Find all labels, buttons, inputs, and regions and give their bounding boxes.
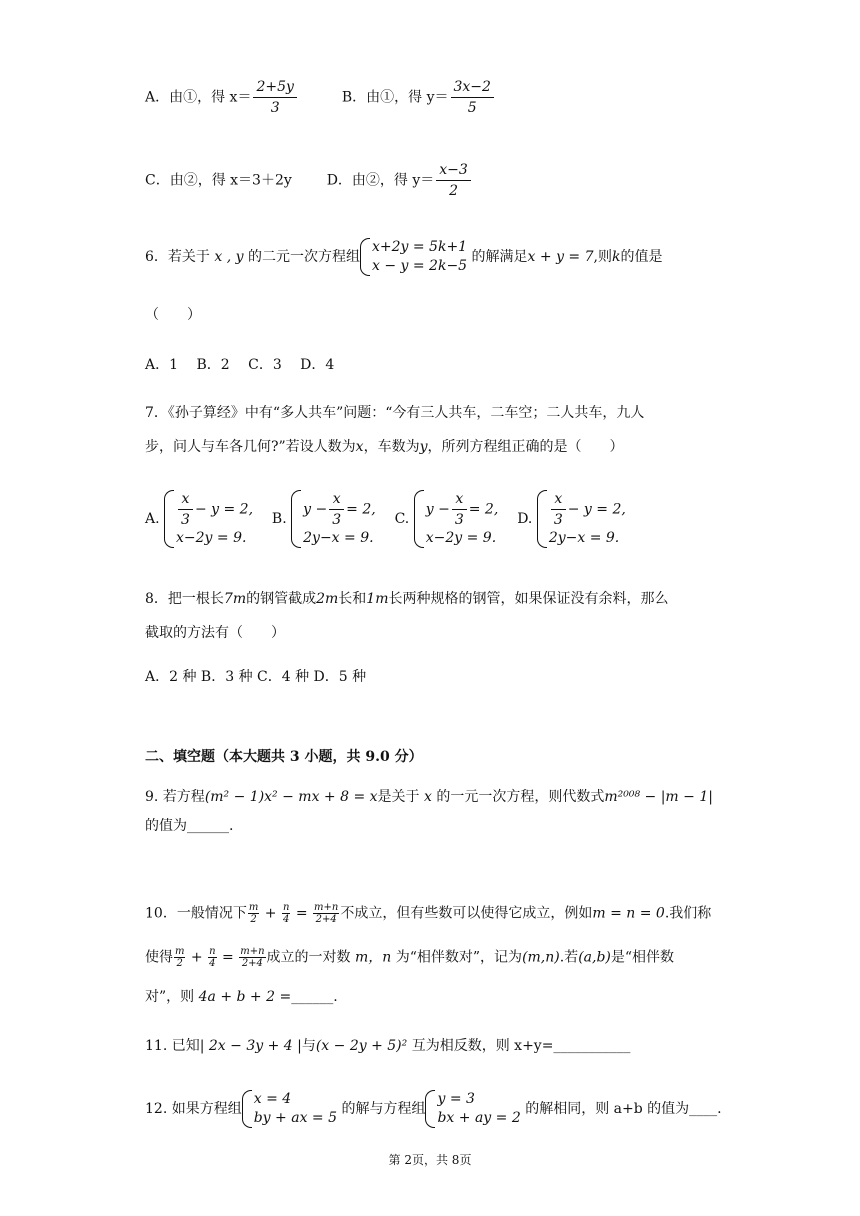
q5-option-b-text: B．由①，得 y＝ — [341, 89, 449, 106]
q6-text-post1: 的解满足 — [471, 248, 528, 265]
q10-frac-m2: $\frac{m}{2}$ — [248, 902, 259, 925]
q7-option-b-label: B. — [271, 511, 287, 528]
q7-option-d-label: D. — [517, 511, 533, 528]
q10-line1: 10．一般情况下 $\frac{m}{2}$ + $\frac{n}{4}$ = $\frac{m+n}{2+4}$ 不成立，但有些数可以使得它成立，例如m = n = 0.我们称 — [145, 902, 712, 925]
q6-equation-system — [360, 238, 467, 276]
q10-frac-n4: $\frac{n}{4}$ — [282, 902, 290, 925]
q5-option-a-fraction: $\frac{2+5y}{3}$ — [253, 78, 296, 117]
q7-line1: 7．《孙子算经》中有“多人共车”问题：“今有三人共车，二车空；二人共车，九人 — [145, 405, 645, 421]
q6-vars: x , y — [214, 248, 244, 265]
q6-k: k — [611, 248, 621, 265]
q10-frac2-m2: $\frac{m}{2}$ — [175, 946, 185, 969]
q7-d-brace — [537, 490, 547, 548]
q6-answer-paren: （ ） — [145, 307, 201, 323]
q8-mid1: 的钢管截成 — [246, 591, 317, 607]
q7-option-d-system: $\frac{x}{3}$ − y = 2, 2y−x = 9. — [537, 490, 626, 548]
q10-expression: 4a + b + 2 = — [198, 989, 292, 1005]
q5-option-b-fraction: $\frac{3x-2}{5}$ — [451, 78, 494, 117]
q6-text-pre: 6．若关于 — [145, 248, 210, 265]
q5-option-row-ab — [145, 78, 496, 117]
q6-eq2: x − y = 2k−5 — [371, 257, 468, 274]
q8-len1: 7m — [223, 591, 247, 607]
q6-text-post3: 的值是 — [620, 248, 663, 265]
q9-mid2: 的一元一次方程，则代数式 — [436, 789, 605, 805]
q7-var-y: y — [419, 439, 428, 455]
q7-c-brace — [414, 490, 424, 548]
q7-option-a-system: $\frac{x}{3}$ − y = 2, x−2y = 9. — [164, 490, 253, 548]
q10-example: m = n = 0 — [592, 905, 665, 922]
q7-var-x: x — [355, 439, 364, 455]
q6-eq1: x+2y = 5k+1 — [371, 239, 468, 255]
q10-post2: .我们称 — [664, 905, 712, 922]
q6-condition: x + y = 7 — [527, 248, 594, 265]
q8-len2: 2m — [316, 591, 339, 607]
q5-option-a-text: A．由①，得 x＝ — [145, 89, 252, 106]
q7-line2 — [145, 436, 624, 456]
q8-len3: 1m — [366, 591, 389, 607]
q7-option-a-label: A. — [145, 511, 160, 528]
q6-text-post2: ,则 — [593, 248, 612, 265]
q7-option-c-label: C. — [394, 511, 410, 528]
q11-absolute: | 2x − 3y + 4 | — [199, 1038, 302, 1054]
q12-system-2: y = 3 bx + ay = 2 — [425, 1090, 520, 1128]
q5-option-d-text: D．由②，得 y＝ — [326, 172, 435, 189]
q7-a-brace — [164, 490, 174, 548]
q8-post: 长两种规格的钢管，如果保证没有余料，那么 — [388, 591, 669, 607]
q7-line2-a: 步，问人与车各几何?”若设人数为 — [145, 439, 356, 455]
q7-option-b-system: y − $\frac{x}{3}$ = 2, 2y−x = 9. — [291, 490, 376, 548]
q10-frac2-mn24: $\frac{m+n}{2+4}$ — [240, 946, 265, 969]
q7-option-c-system: y − $\frac{x}{3}$ = 2, x−2y = 9. — [414, 490, 499, 548]
q11-stem: 11. 已知| 2x − 3y + 4 |与(x − 2y + 5)² 互为相反数，则 x+y=___________ — [145, 1038, 631, 1054]
q10-line3: 对”，则 4a + b + 2 =______. — [145, 989, 338, 1005]
q9-equation: (m² − 1)x² − mx + 8 = x — [204, 789, 378, 805]
q12-stem: 12. 如果方程组 x = 4 by + ax = 5 的解与方程组 y = 3 bx + ay = 2 的解相同，则 a+b 的值为____. — [145, 1091, 722, 1126]
q10-line2: 使得 $\frac{m}{2}$ + $\frac{n}{4}$ = $\frac{m+n}{2+4}$ 成立的一对数 m，n 为“相伴数对”，记为(m,n).若(a,b)是“相伴数 — [145, 946, 675, 969]
page-footer: 第 2页，共 8页 — [388, 1153, 472, 1167]
q5-option-d-fraction: $\frac{x-3}{2}$ — [436, 161, 471, 200]
q10-frac-mn24: $\frac{m+n}{2+4}$ — [314, 902, 339, 925]
q5-option-row-cd — [145, 161, 473, 200]
q6-text-mid: 的二元一次方程组 — [247, 248, 360, 265]
q9-pre: 9. 若方程 — [145, 789, 205, 805]
q9-x: x — [424, 789, 432, 805]
section-heading-fill-in: 二、填空题（本大题共 3 小题，共 9.0 分） — [145, 749, 423, 765]
q8-options: A．2 种 B．3 种 C．4 种 D．5 种 — [145, 669, 367, 685]
q5-option-c-text: C．由②，得 x＝3＋2y — [145, 172, 292, 189]
q8-stem-line1 — [145, 588, 668, 608]
q11-square: (x − 2y + 5)² — [315, 1038, 408, 1054]
q10-frac2-n4: $\frac{n}{4}$ — [209, 946, 216, 969]
q9-line1 — [145, 786, 713, 806]
q8-pre: 8．把一根长 — [145, 591, 224, 607]
q6-brace — [360, 238, 370, 276]
q7-line2-c: ，所列方程组正确的是（ ） — [427, 439, 624, 455]
q7-options — [145, 490, 626, 548]
q6-options: A．1 B．2 C．3 D．4 — [145, 357, 335, 373]
q10-post1: 不成立，但有些数可以使得它成立，例如 — [340, 905, 593, 922]
q9-expression: m²⁰⁰⁸ − |m − 1| — [604, 789, 713, 805]
q9-mid: 是关于 — [377, 789, 420, 805]
q7-line2-b: ，车数为 — [363, 439, 420, 455]
q6-stem — [145, 238, 662, 276]
q8-stem-line2: 截取的方法有（ ） — [145, 625, 285, 641]
q8-mid2: 长和 — [338, 591, 367, 607]
q9-line2: 的值为______. — [145, 818, 234, 834]
q10-pre: 10．一般情况下 — [145, 905, 247, 922]
q7-b-brace — [291, 490, 301, 548]
q12-system-1: x = 4 by + ax = 5 — [242, 1090, 337, 1128]
